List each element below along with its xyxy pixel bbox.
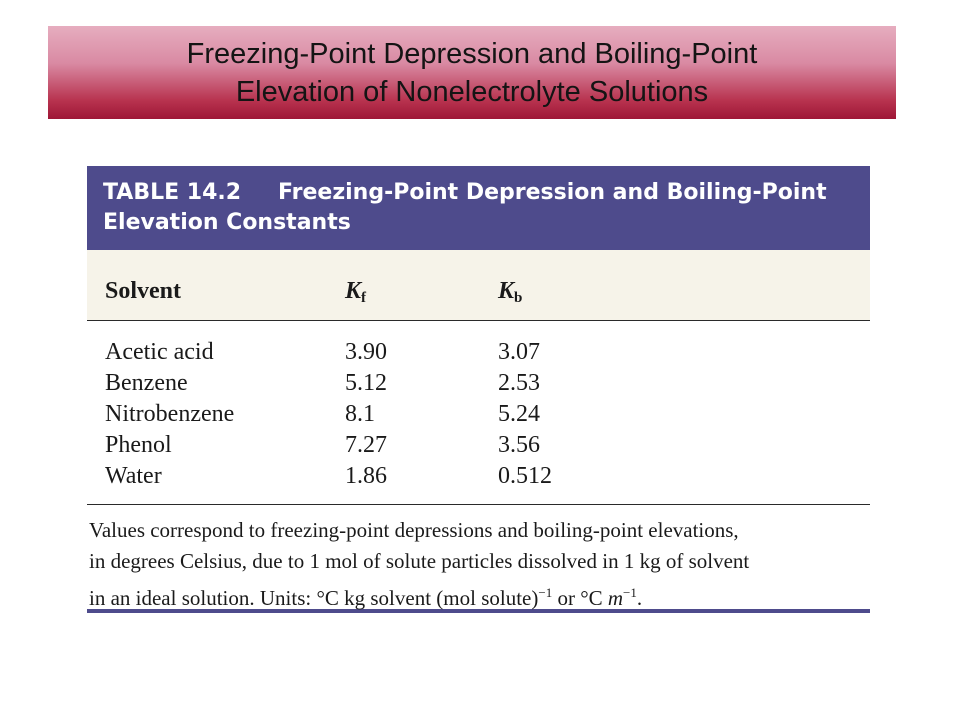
- constants-table: [87, 166, 870, 613]
- header-kb-symbol: K: [498, 278, 515, 304]
- table-cell-kf: 8.1: [345, 401, 375, 427]
- footnote-molality-symbol: m: [607, 586, 624, 610]
- footnote-line-1: Values correspond to freezing-point depressions and boiling-point elevations,: [89, 518, 739, 542]
- table-cell-kb: 0.512: [498, 463, 552, 489]
- footnote-units-text: in an ideal solution. Units: °C kg solvent (mol solute): [89, 586, 539, 610]
- footnote-exponent: −1: [623, 585, 637, 600]
- column-header-row: [87, 250, 870, 321]
- table-cell-kf: 7.27: [345, 432, 387, 458]
- header-kb: [498, 278, 522, 307]
- slide-title-banner: [48, 26, 896, 119]
- table-cell-kf: 3.90: [345, 339, 387, 365]
- slide-title-line-2: Elevation of Nonelectrolyte Solutions: [235, 75, 709, 108]
- table-cell-solvent: Benzene: [105, 370, 188, 396]
- table-cell-kf: 1.86: [345, 463, 387, 489]
- footnote-period: .: [636, 586, 643, 610]
- slide-title-line-1: Freezing-Point Depression and Boiling-Point: [186, 37, 758, 70]
- table-cell-kb: 2.53: [498, 370, 540, 396]
- footnote-or-text: or °C: [552, 586, 608, 610]
- header-kf-symbol: K: [345, 278, 362, 304]
- table-cell-solvent: Nitrobenzene: [105, 401, 235, 427]
- table-cell-kb: 5.24: [498, 401, 540, 427]
- table-cell-solvent: Phenol: [105, 432, 172, 458]
- header-kf: [345, 278, 366, 307]
- footnote-line-2: in degrees Celsius, due to 1 mol of solute particles dissolved in 1 kg of solvent: [89, 549, 750, 573]
- header-solvent: Solvent: [105, 278, 182, 304]
- footnote-exponent: −1: [538, 585, 553, 600]
- table-title-line-1: Freezing-Point Depression and Boiling-Point: [278, 180, 827, 205]
- table-cell-kb: 3.07: [498, 339, 540, 365]
- table-caption: [87, 166, 870, 250]
- header-kb-subscript: b: [514, 290, 523, 306]
- table-body: [87, 321, 870, 504]
- table-cell-solvent: Acetic acid: [105, 339, 214, 365]
- table-cell-solvent: Water: [105, 463, 162, 489]
- table-title-line-2: Elevation Constants: [103, 210, 351, 235]
- table-number: TABLE 14.2: [103, 180, 242, 205]
- table-cell-kb: 3.56: [498, 432, 540, 458]
- table-cell-kf: 5.12: [345, 370, 387, 396]
- table-footnote: [87, 505, 870, 609]
- header-kf-subscript: f: [361, 290, 367, 306]
